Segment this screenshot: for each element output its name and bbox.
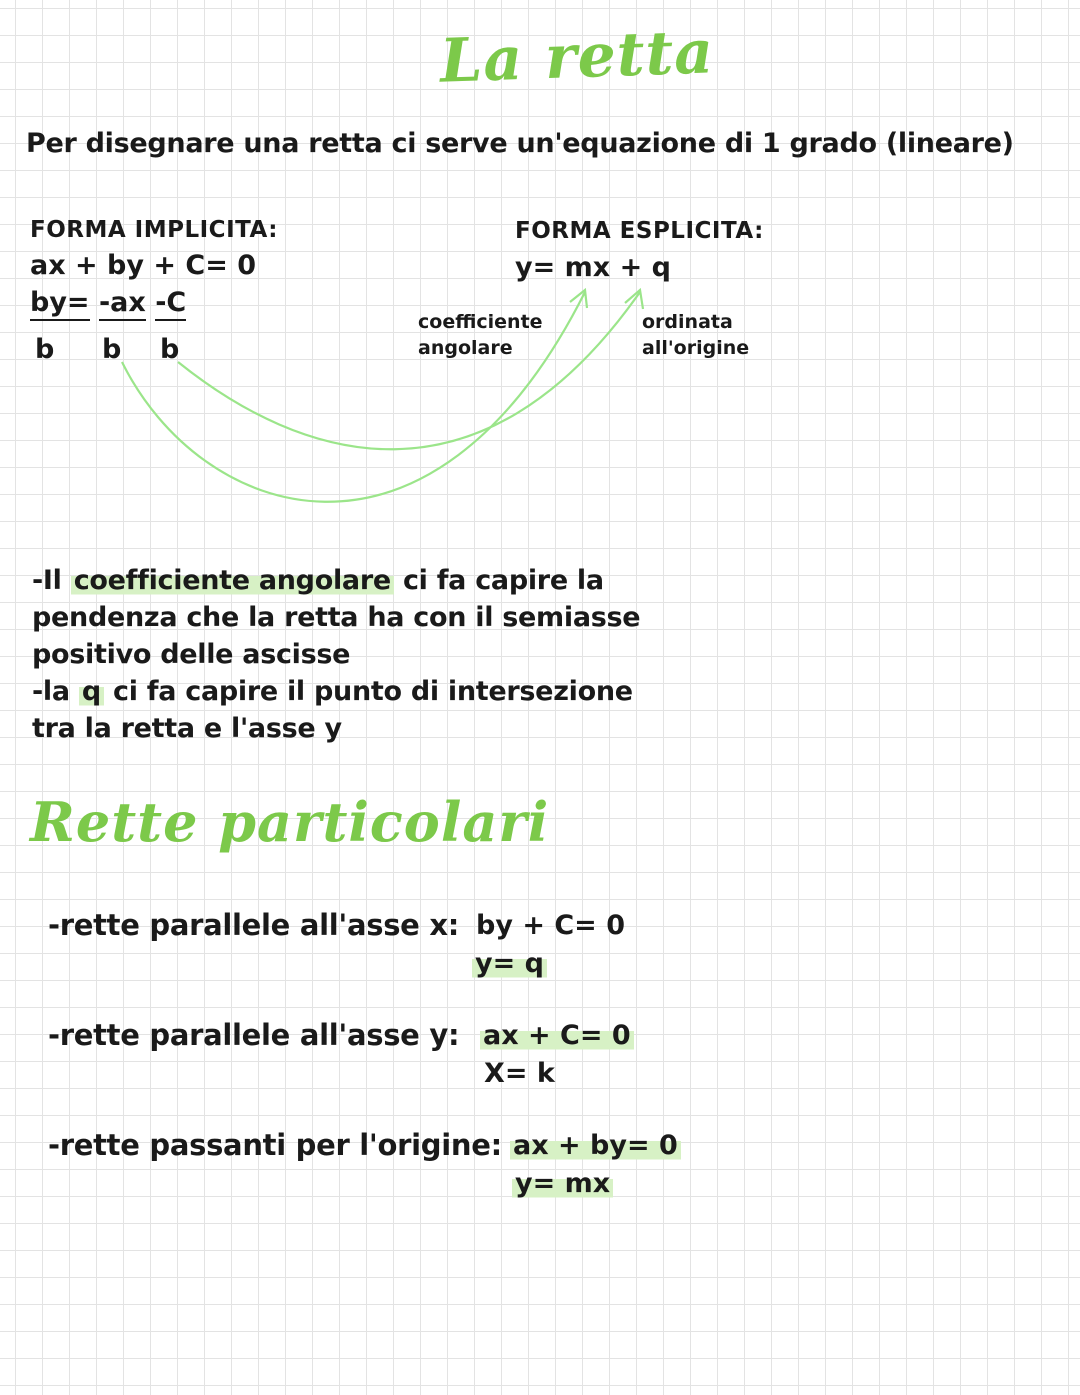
implicit-equation: ax + by + C= 0 [30, 250, 257, 281]
explanation-line-4: -la q ci fa capire il punto di intersezione [32, 676, 633, 707]
denominator-1: b [35, 334, 55, 365]
page-title: La retta [438, 17, 716, 97]
special-row-x-eq1: by + C= 0 [476, 910, 625, 941]
intercept-arrow [178, 292, 640, 449]
slope-highlight: coefficiente angolare [71, 565, 394, 596]
explanation-line-5: tra la retta e l'asse y [32, 713, 342, 744]
denominator-2: b [102, 334, 122, 365]
special-row-origin-eq1: ax + by= 0 [510, 1130, 681, 1161]
by-term: by= [30, 287, 90, 321]
section-title: Rette particolari [30, 790, 550, 854]
ax-term: -ax [99, 287, 146, 321]
explicit-form-label: FORMA ESPLICITA: [515, 218, 764, 244]
c-term: -C [155, 287, 186, 321]
explanation-line-3: positivo delle ascisse [32, 639, 351, 670]
explicit-equation: y= mx + q [515, 252, 671, 283]
explanation-line-1: -Il coefficiente angolare ci fa capire la [32, 565, 604, 596]
special-row-y-eq1: ax + C= 0 [480, 1020, 634, 1051]
special-row-x-eq2: y= q [472, 948, 547, 979]
explanation-paragraph [32, 562, 640, 747]
intro-text: Per disegnare una retta ci serve un'equazione di 1 grado (lineare) [26, 128, 1014, 159]
special-row-y-eq2: X= k [484, 1058, 555, 1089]
slope-arrow [122, 292, 585, 502]
q-highlight: q [79, 676, 104, 707]
explanation-line-2: pendenza che la retta ha con il semiasse [32, 602, 641, 633]
special-row-y-label: -rette parallele all'asse y: [48, 1018, 460, 1052]
slope-note: coefficiente angolare [418, 311, 543, 359]
intercept-note: ordinata all'origine [642, 311, 750, 359]
special-row-origin-label: -rette passanti per l'origine: [48, 1128, 502, 1162]
special-row-x-label: -rette parallele all'asse x: [48, 908, 460, 942]
denominator-3: b [160, 334, 180, 365]
implicit-form-label: FORMA IMPLICITA: [30, 217, 278, 243]
special-row-origin-eq2: y= mx [512, 1168, 613, 1199]
